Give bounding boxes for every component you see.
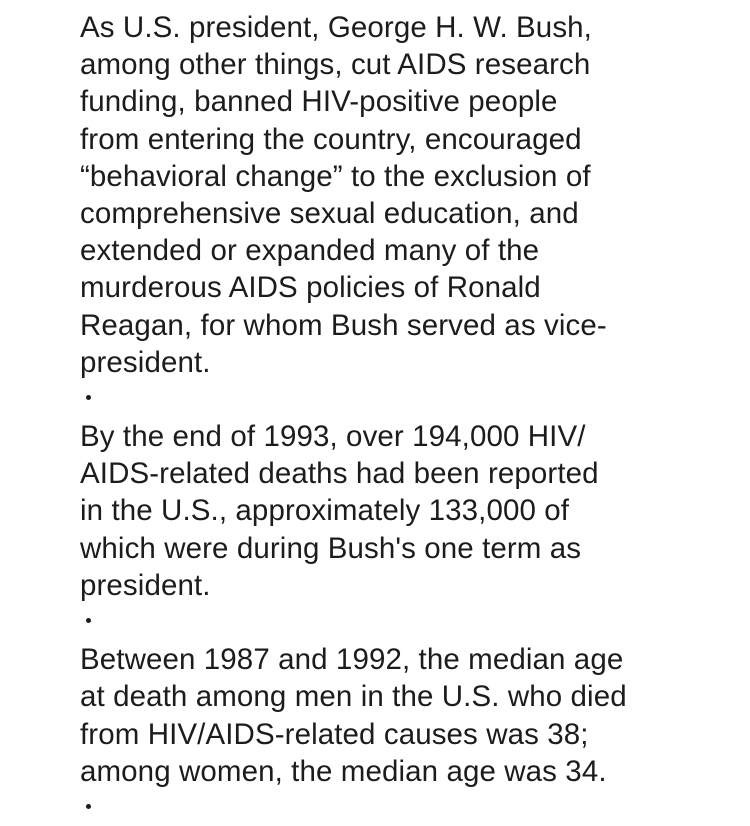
text-line: comprehensive sexual education, and (80, 196, 579, 230)
text-line: funding, banned HIV-positive people (80, 85, 558, 119)
text-line: By the end of 1993, over 194,000 HIV/ (80, 420, 586, 454)
separator-dot (80, 381, 730, 418)
text-line: from entering the country, encouraged (80, 122, 582, 156)
paragraph-death-toll (80, 418, 730, 604)
text-line: extended or expanded many of the (80, 234, 540, 268)
text-line: “behavioral change” to the exclusion of (80, 159, 591, 193)
separator-dot (80, 604, 730, 641)
text-line: which were during Bush's one term as (80, 531, 582, 565)
text-line: murderous AIDS policies of Ronald (80, 271, 541, 305)
text-line: president. (80, 568, 211, 602)
text-line: among women, the median age was 34. (80, 754, 607, 788)
bullet-dot (86, 618, 91, 623)
text-line: Reagan, for whom Bush served as vice- (80, 308, 607, 342)
text-line: AIDS-related deaths had been reported (80, 457, 599, 491)
text-line: president. (80, 345, 211, 379)
separator-dot (80, 790, 730, 826)
bullet-dot (86, 804, 91, 809)
paragraph-bush-policies (80, 9, 730, 381)
text-line: among other things, cut AIDS research (80, 48, 591, 82)
text-line: from HIV/AIDS-related causes was 38; (80, 717, 589, 751)
paragraph-median-age (80, 641, 730, 790)
text-line: Between 1987 and 1992, the median age (80, 643, 624, 677)
text-line: at death among men in the U.S. who died (80, 680, 627, 714)
text-line: As U.S. president, George H. W. Bush, (80, 11, 592, 44)
text-line: in the U.S., approximately 133,000 of (80, 494, 570, 528)
bullet-dot (86, 395, 91, 400)
